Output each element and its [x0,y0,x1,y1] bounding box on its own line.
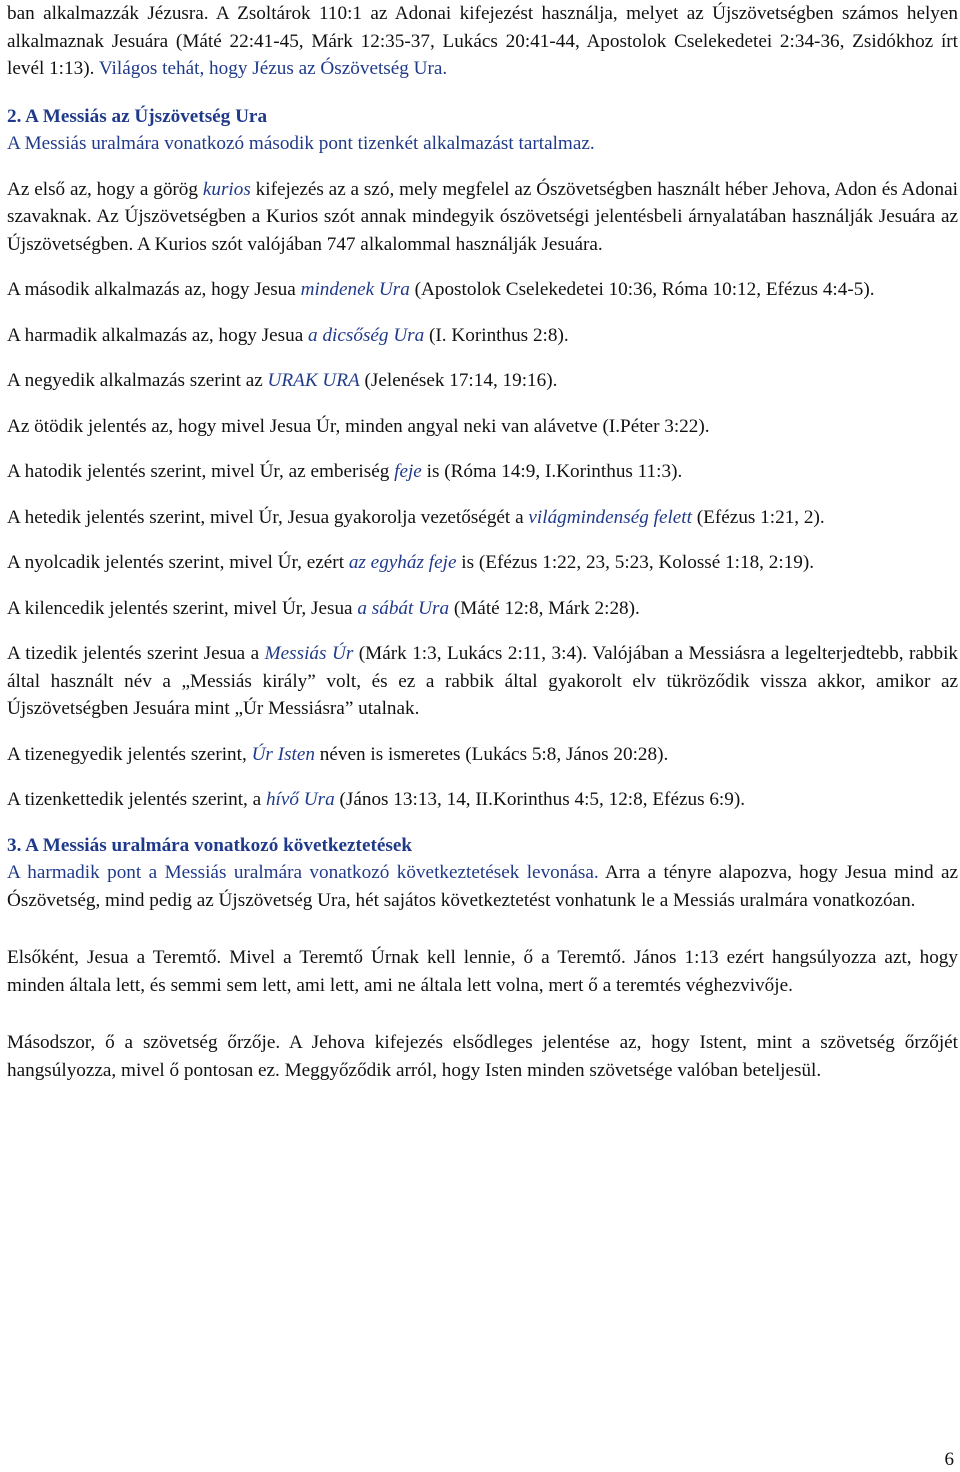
emphasis-text: világmindenség felett [528,506,692,528]
text: A tizenegyedik jelentés szerint, [7,743,252,765]
emphasis-text: URAK URA [267,370,360,391]
page-number: 6 [944,1449,954,1470]
text: A harmadik alkalmazás az, hogy Jesua [7,324,309,346]
paragraph-application-5 [7,413,958,441]
text: A tizenkettedik jelentés szerint, a [7,789,266,810]
paragraph-application-7 [7,504,958,532]
emphasis-text: Úr Isten [251,743,315,765]
text: (I. Korinthus 2:8). [424,324,569,346]
paragraph-intro [7,0,958,83]
emphasis-text: kurios [202,178,251,200]
text: (Márk 1:3, Lukács 2:11, 3:4). Valójában a Messiásra a legelterjedtebb, rabbik által használt név a „Messiás király” volt, és ez a rabbik által gyakorolt elv tükröződik vissza akkor, amikor az Újszövetségben Jesuára mint „Úr Messiásra” utalnak. [7,643,958,719]
emphasis-text: az egyház feje [348,552,457,573]
paragraph-application-9 [7,595,958,623]
text: néven is ismeretes (Lukács 5:8, János 20:28). [314,743,669,765]
section-heading-3: 3. A Messiás uralmára vonatkozó következtetések [7,834,413,856]
text: ban alkalmazzák Jézusra. A Zsoltárok 110:1 az Adonai kifejezést használja, melyet az Újszövetségben számos helyen alkalmaznak Jesuára (Máté 22:41-45, Márk 12:35-37, Lukács 20:41-44, Apostolok Cselekedetei 2:34-36, Zsidókhoz írt levél 1:13). [7,3,958,79]
text: is (Efézus 1:22, 23, 5:23, Kolossé 1:18, 2:19). [456,552,815,573]
emphasis-text: mindenek Ura [300,279,410,300]
paragraph-application-3 [7,322,958,350]
text: (Jelenések 17:14, 19:16). [359,370,558,391]
text: kifejezés az a szó, mely megfelel az Ószövetségben használt héber Jehova, Adon és Adonai szavaknak. Az Újszövetségben a Kurios szót annak mindegyik ószövetségi jelentésbeli árnyalatában használják Jesuára az Újszövetségben. A Kurios szót valójában 747 alkalommal használják Jesuára. [7,178,958,255]
text: A nyolcadik jelentés szerint, mivel Úr, ezért [7,552,349,573]
paragraph-application-10 [7,640,958,723]
document-page [7,0,958,1084]
text: A hetedik jelentés szerint, mivel Úr, Jesua gyakorolja vezetőségét a [7,506,529,528]
paragraph-application-6 [7,458,958,486]
text: Az első az, hogy a görög [7,178,203,200]
section-intro-2: A Messiás uralmára vonatkozó második pont tizenkét alkalmazást tartalmaz. [7,133,595,154]
paragraph-application-4 [7,367,958,395]
highlight-text: Világos tehát, hogy Jézus az Ószövetség Ura. [98,58,448,79]
section-heading-2: 2. A Messiás az Újszövetség Ura [7,105,268,127]
text: A tizedik jelentés szerint Jesua a [7,643,265,664]
paragraph-application-8 [7,549,958,577]
paragraph-application-12 [7,786,958,814]
text: A kilencedik jelentés szerint, mivel Úr, Jesua [7,597,358,619]
text: (Efézus 1:21, 2). [691,506,825,528]
emphasis-text: hívő Ura [265,789,335,810]
paragraph-application-1 [7,176,958,259]
text: A második alkalmazás az, hogy Jesua [7,279,301,300]
paragraph-conclusion-2: Másodszor, ő a szövetség őrzője. A Jehova kifejezés elsődleges jelentése az, hogy Istent, mint a szövetség őrzőjét hangsúlyozza, mivel ő pontosan ez. Meggyőződik arról, hogy Isten minden szövetsége valóban beteljesül. [7,1032,958,1081]
text: A hatodik jelentés szerint, mivel Úr, az emberiség [7,461,395,482]
text: is (Róma 14:9, I.Korinthus 11:3). [421,461,683,482]
text: Arra a tényre alapozva, hogy Jesua mind az Ószövetség, mind pedig az Újszövetség Ura, hét sajátos következtetést vonhatunk le a Messiás uralmára vonatkozóan. [7,862,958,911]
paragraph-conclusion-1: Elsőként, Jesua a Teremtő. Mivel a Teremtő Úrnak kell lennie, ő a Teremtő. János 1:13 ezért hangsúlyozza azt, hogy minden általa lett, és semmi sem lett, ami lett, ami ne általa lett volna, mert ő a teremtés véghezvivője. [7,947,958,996]
emphasis-text: a sábát Ura [357,597,450,619]
paragraph-application-11 [7,741,958,769]
emphasis-text: feje [394,461,422,482]
emphasis-text: Messiás Úr [264,643,354,664]
text: A negyedik alkalmazás szerint az [7,370,268,391]
paragraph-application-2 [7,276,958,304]
emphasis-text: a dicsőség Ura [308,324,425,346]
text: Az ötödik jelentés az, hogy mivel Jesua Úr, minden angyal neki van alávetve (I.Péter 3:22). [7,415,710,437]
highlight-text: A harmadik pont a Messiás uralmára vonatkozó következtetések levonása. [7,862,606,883]
text: (Máté 12:8, Márk 2:28). [449,597,640,619]
text: (János 13:13, 14, II.Korinthus 4:5, 12:8, Efézus 6:9). [334,789,746,810]
section-intro-3 [7,859,958,914]
text: (Apostolok Cselekedetei 10:36, Róma 10:12, Efézus 4:4-5). [409,279,875,300]
